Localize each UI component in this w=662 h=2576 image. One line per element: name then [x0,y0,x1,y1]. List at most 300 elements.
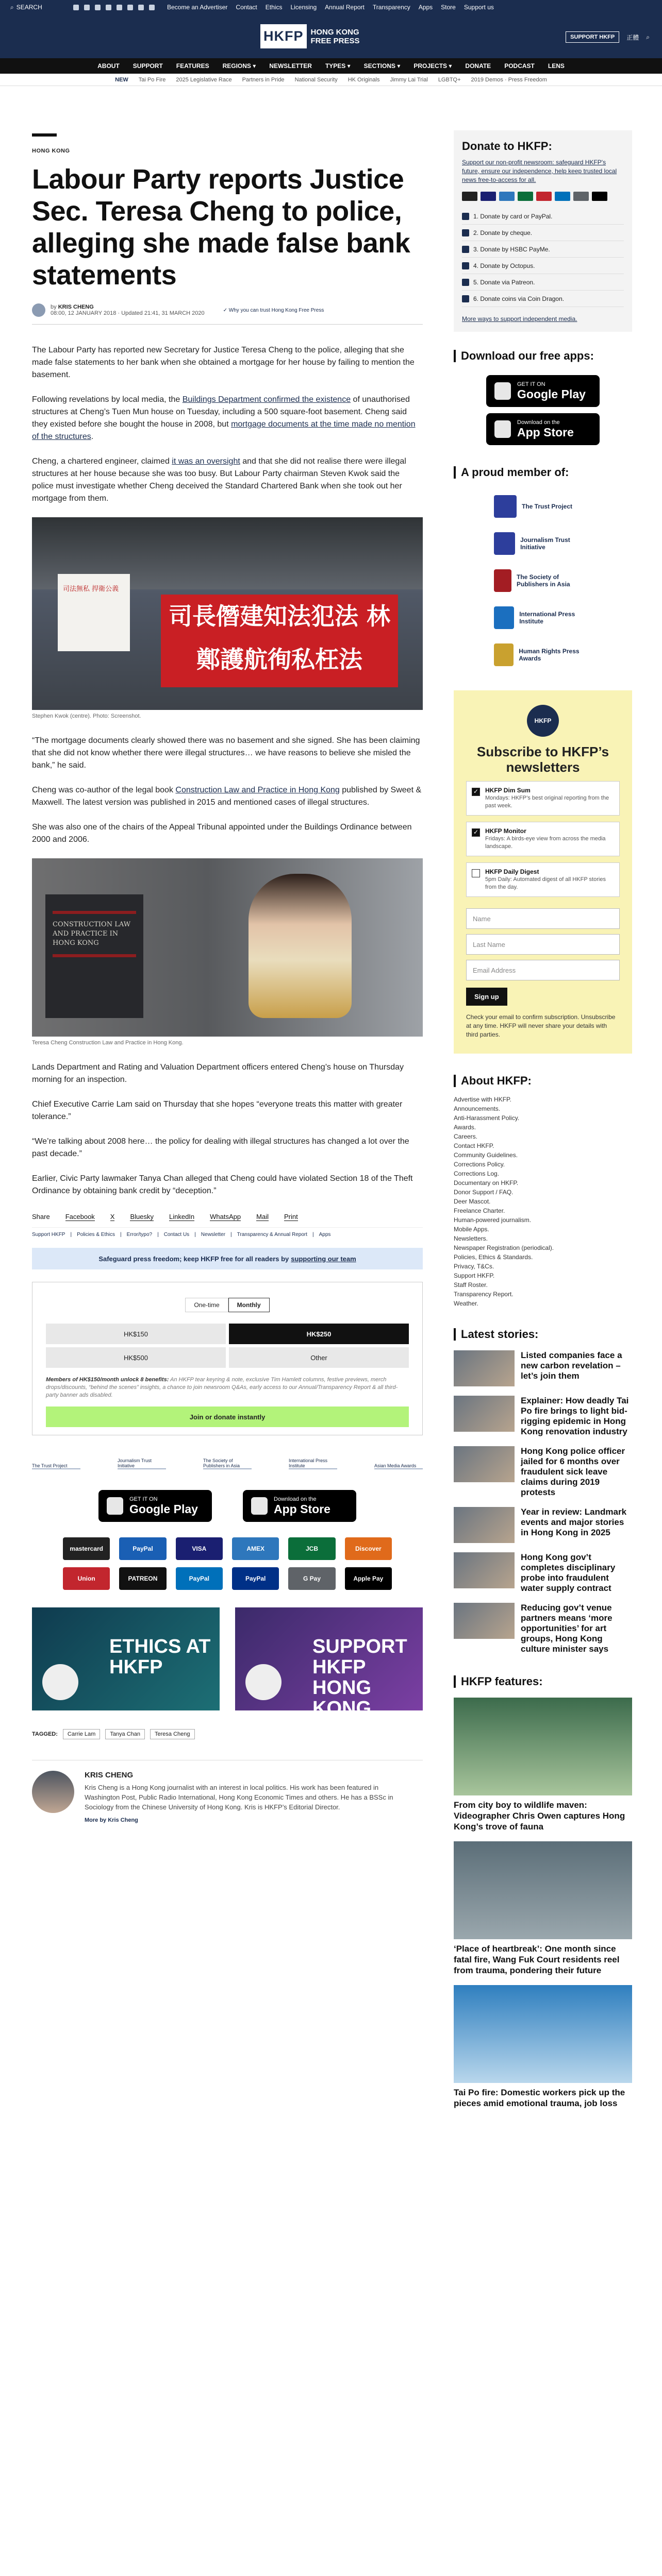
latest-stories [454,1350,632,1654]
app-store-button[interactable] [243,1490,356,1522]
about-link[interactable]: Human-powered journalism. [454,1216,532,1224]
footer-link[interactable]: Contact Us [163,1232,190,1238]
byline-divider [32,324,423,325]
share-facebook[interactable]: Facebook [65,1213,95,1221]
sidebar-heading: About HKFP: [461,1074,532,1087]
member-label: The Trust Project [522,503,573,510]
nav-item[interactable]: ABOUT [97,62,120,70]
top-link[interactable]: Transparency [372,4,410,11]
nav-item[interactable]: SECTIONS ▾ [363,62,401,70]
about-link[interactable]: Privacy, T&Cs. [454,1263,494,1270]
apple-icon [251,1497,268,1515]
subnav-item[interactable]: National Security [294,76,338,83]
amount-option-selected[interactable]: HK$250 [229,1324,409,1344]
photo-caption: Stephen Kwok (centre). Photo: Screenshot. [32,713,141,719]
support-team-link[interactable]: supporting our team [291,1255,356,1263]
feature-title: ‘Place of heartbreak’: One month since fatal fire, Wang Fuk Court residents reel from trauma, pondering their future [454,1944,620,1975]
paragraph [32,784,423,809]
tagged-label: TAGGED: [32,1731,58,1737]
paypal-icon [555,192,570,201]
masthead [0,14,662,58]
about-link[interactable]: Documentary on HKFP. [454,1179,519,1187]
amount-option[interactable]: HK$150 [46,1324,226,1344]
story-thumb [454,1396,515,1432]
newsletter-name: HKFP Daily Digest [485,868,539,875]
article-date: 08:00, 12 JANUARY 2018 [51,310,117,316]
text: published by Sweet & Maxwell. The latest version was published in 2015 and mentioned cases of illegal structures. [32,786,422,807]
about-link[interactable]: Anti-Harassment Policy. [454,1114,520,1122]
photo-sign: 司法無私 捍衛公義 [58,574,130,651]
about-link[interactable]: Corrections Log. [454,1170,500,1177]
latest-item[interactable] [454,1552,632,1594]
sidebar-heading: Latest stories: [461,1328,539,1341]
newsletter-title: Subscribe to HKFP’s newsletters [476,744,609,775]
paragraph: The Labour Party has reported new Secretary for Justice Teresa Cheng to the police, alleging that she made false statements to her bank when she obtained a mortgage for her house by failing to mention the basement. [32,346,415,379]
sidebar-heading: A proud member of: [461,466,569,479]
newsletter-option[interactable] [466,781,620,816]
search-icon[interactable]: ⌕ [646,33,650,41]
card-logo: mastercard [63,1537,110,1560]
card-logo: PayPal [176,1567,223,1590]
google-play-button[interactable] [486,375,600,407]
text: Cheng was co-author of the legal book [32,786,176,794]
unionpay-icon [536,192,552,201]
title-rule [32,133,57,137]
top-search[interactable] [10,4,67,11]
threads-icon[interactable] [106,5,111,10]
card-logo: Union [63,1567,110,1590]
footer-link[interactable]: Policies & Ethics [77,1232,115,1238]
about-link[interactable]: Weather. [454,1300,478,1307]
donate-note-bold: Members of HK$150/month unlock 8 benefits: [46,1377,169,1383]
site-logo[interactable] [260,24,360,48]
pf-text: Safeguard press freedom; keep HKFP free for all readers by [98,1255,289,1263]
paragraph: Lands Department and Rating and Valuation Department officers entered Cheng’s house on Thursday morning for an inspection. [32,1063,404,1084]
amount-option[interactable]: Other [229,1347,409,1368]
top-search-label: SEARCH [16,4,42,11]
card-logo: Discover [345,1537,392,1560]
member-label: International Press Institute [519,611,575,625]
sidebar [454,86,632,2109]
donate-option-label: 5. Donate via Patreon. [473,278,535,286]
subnav-item[interactable]: HK Originals [347,76,380,83]
about-link[interactable]: Donor Support / FAQ. [454,1189,514,1196]
story-title: Year in review: Landmark events and major stories in Hong Kong in 2025 [521,1507,627,1537]
feature-thumb [454,1985,632,2083]
donate-note [46,1376,409,1399]
donate-intro[interactable]: Support our non-profit newsroom: safeguard HKFP's future, ensure our independence, help keep trusted local news free-to-access for all. [462,159,617,183]
newsletter-name: HKFP Monitor [485,827,526,835]
article-title: Labour Party reports Justice Sec. Teresa Cheng to police, alleging she made false bank statements [32,164,410,291]
subnav-item[interactable]: Tai Po Fire [138,76,166,83]
donate-option[interactable] [462,274,624,291]
x-icon[interactable] [73,5,79,10]
name-input[interactable]: Name [466,908,620,929]
paragraph: “The mortgage documents clearly showed there was no basement and she signed. She has been claiming that she did not know whether there were illegal structures… we have reasons to believe she misled the bank,” he said. [32,736,420,770]
footer-link[interactable]: Transparency & Annual Report [237,1232,308,1238]
card-icon [462,213,469,220]
newsletter-badge: HKFP [527,705,559,737]
top-link[interactable]: Support us [464,4,494,11]
donate-option[interactable] [462,208,624,225]
new-label: NEW [115,76,128,83]
author-name[interactable]: KRIS CHENG [85,1771,134,1780]
top-links [167,4,494,11]
nav-item[interactable]: REGIONS ▾ [222,62,256,70]
story-title: Explainer: How deadly Tai Po fire brings to light bid-rigging epidemic in Hong Kong renovation industry [521,1396,629,1436]
feature-item[interactable] [454,1698,632,1832]
about-link[interactable]: Community Guidelines. [454,1151,518,1159]
book-stripe [53,911,136,914]
tag[interactable]: Tanya Chan [105,1729,145,1739]
member-logo[interactable] [494,643,592,667]
byline: by KRIS CHENG 08:00, 12 JANUARY 2018 · Updated 21:41, 31 MARCH 2020 ✓ Why you can trust Hong Kong Free Press [32,303,423,317]
applepay-icon [592,192,607,201]
youtube-icon[interactable] [117,5,122,10]
member-label: Journalism Trust Initiative [520,536,570,551]
inline-link[interactable]: Construction Law and Practice in Hong Kong [175,786,340,794]
top-link[interactable]: Contact [236,4,257,11]
latest-item[interactable] [454,1396,632,1437]
tab-one-time[interactable]: One-time [185,1298,228,1312]
subnav-item[interactable]: 2025 Legislative Race [176,76,232,83]
paragraph [32,455,423,505]
nav-item[interactable]: PROJECTS ▾ [413,62,452,70]
store-small: Download on the [517,419,560,426]
jti-icon [494,532,515,555]
article-category[interactable]: HONG KONG [32,148,70,154]
card-logo: JCB [288,1537,335,1560]
partner-logos [32,1455,423,1469]
donate-option[interactable] [462,225,624,241]
about-link[interactable]: Awards. [454,1124,476,1131]
article-updated: Updated 21:41, 31 MARCH 2020 [121,310,205,316]
story-thumb [454,1446,515,1482]
tab-monthly[interactable]: Monthly [228,1298,270,1312]
about-list [454,1095,632,1308]
join-donate-button[interactable]: Join or donate instantly [46,1406,409,1427]
sub-nav [0,74,662,86]
story-title: Reducing gov’t venue partners means ‘more opportunities’ for art groups, Hong Kong culture minister says [521,1603,613,1654]
nav-item[interactable]: FEATURES [176,62,209,70]
payment-icons [462,192,624,201]
promo-badge [42,1664,78,1700]
sopa-icon [494,569,511,592]
top-link[interactable]: Become an Advertiser [167,4,228,11]
email-input[interactable]: Email Address [466,960,620,980]
member-logo[interactable] [494,495,592,518]
feature-title: Tai Po fire: Domestic workers pick up the pieces amid emotional trauma, job loss [454,2088,625,2108]
text: of unauthorised structures at Cheng’s Tuen Mun house on Tuesday, including a 500 square-foot basement. Cheng said they existed before she bought the house in 2008, but [32,395,410,429]
donate-option-label: 2. Donate by cheque. [473,229,533,236]
apple-icon [494,420,511,438]
partner-logo[interactable]: Asian Media Awards [374,1455,423,1469]
partner-logo[interactable]: Journalism Trust Initiative [118,1455,166,1469]
logo-text [311,28,360,45]
share-whatsapp[interactable]: WhatsApp [210,1213,241,1221]
donate-option-label: 4. Donate by Octopus. [473,262,535,269]
top-link[interactable]: Licensing [290,4,317,11]
facebook-icon[interactable] [84,5,90,10]
apps-heading-row [454,349,632,363]
about-link[interactable]: Staff Roster. [454,1281,488,1289]
card-logo: PATREON [119,1567,166,1590]
signup-button[interactable]: Sign up [466,988,507,1006]
donate-option[interactable] [462,241,624,258]
inline-link[interactable]: it was an oversight [172,457,240,466]
logo-box: HKFP [260,24,307,48]
paragraph: “We’re talking about 2008 here… the policy for dealing with illegal structures has changed a lot over the past decade.” [32,1137,409,1158]
newsletter-option[interactable] [466,822,620,856]
store-small: Download on the [274,1496,317,1502]
about-heading-row [454,1074,632,1088]
checkbox[interactable] [472,869,480,877]
store-name: App Store [517,425,574,439]
newsletter-desc: Fridays: A birds-eye view from across the media landscape. [485,836,606,850]
nav-item[interactable]: TYPES ▾ [325,62,351,70]
member-label: The Society of Publishers in Asia [517,573,570,588]
nav-item[interactable]: LENS [548,62,565,70]
promo-title: SUPPORT HKFP HONG KONG PRESS [312,1636,407,1740]
about-link[interactable]: Support HKFP. [454,1272,495,1279]
footer-link[interactable]: Support HKFP [32,1232,65,1238]
latest-heading-row [454,1328,632,1341]
article-photo-1 [32,517,423,710]
about-link[interactable]: Contact HKFP. [454,1142,494,1149]
donate-note-text: An HKFP tear keyring & note, exclusive Tim Hamlett columns, festive previews, merch drops/discounts, “behind the scenes” insights, a chance to join newsroom Q&As, early access to our Annual/Transparency Report & all third-party banner ads disabled. [46,1377,398,1398]
mastercard-icon [462,192,477,201]
award-icon [494,643,514,666]
feature-stories [454,1698,632,2109]
donate-option[interactable] [462,258,624,274]
about-link[interactable]: Newspaper Registration (periodical). [454,1244,554,1251]
store-name: App Store [274,1502,330,1516]
share-x[interactable]: X [110,1213,115,1221]
about-link[interactable]: Announcements. [454,1105,501,1112]
partner-logo[interactable]: The Society of Publishers in Asia [203,1455,252,1469]
last-name-input[interactable]: Last Name [466,934,620,955]
subnav-item[interactable]: Jimmy Lai Trial [390,76,428,83]
donate-option-label: 1. Donate by card or PayPal. [473,212,553,220]
about-link[interactable]: Advertise with HKFP. [454,1096,511,1103]
subnav-item[interactable]: Partners in Pride [242,76,285,83]
story-title: Listed companies face a new carbon revelation – let’s join them [521,1350,622,1381]
paragraph: She was also one of the chairs of the Appeal Tribunal appointed under the Buildings Ordinance between 2000 and 2006. [32,823,412,844]
trust-project-icon [494,495,517,518]
trust-link[interactable]: ✓ Why you can trust Hong Kong Free Press [223,307,324,313]
inline-link[interactable]: Buildings Department confirmed the existence [182,395,351,404]
photo-banner: 司長僭建知法犯法 林鄭護航徇私枉法 [161,595,398,687]
paragraph [32,394,423,443]
donate-option[interactable] [462,291,624,307]
about-link[interactable]: Newsletters. [454,1235,488,1242]
sidebar-app-links [454,375,632,445]
author-bio: Kris Cheng is a Hong Kong journalist with an interest in local politics. His work has been featured in Washington Post, Public Radio International, Hong Kong Economic Times and others. He has a BSSc in Sociology from the Chinese University of Hong Kong. Kris is HKFP’s Editorial Director. [85,1784,393,1811]
checkbox-checked[interactable] [472,828,480,837]
amount-option[interactable]: HK$500 [46,1347,226,1368]
logo-line1: HONG KONG [310,27,359,37]
top-link[interactable]: Annual Report [325,4,365,11]
article-footer-links: Support HKFP | Policies & Ethics | Error/typo? | Contact Us | Newsletter | Transparency & Annual Report | Apps [32,1227,423,1238]
feature-thumb [454,1698,632,1795]
about-link[interactable]: Deer Mascot. [454,1198,491,1205]
feature-item[interactable] [454,1985,632,2109]
story-thumb [454,1603,515,1639]
paragraph: Earlier, Civic Party lawmaker Tanya Chan alleged that Cheng could have violated Section 18 of the Theft Ordinance by obtaining bank credit by “deception.” [32,1174,413,1195]
about-link[interactable]: Freelance Charter. [454,1207,505,1214]
share-bluesky[interactable]: Bluesky [130,1213,154,1221]
store-small: GET IT ON [517,381,545,387]
story-thumb [454,1552,515,1588]
social-icons [73,5,155,10]
story-title: Hong Kong police officer jailed for 6 months over fraudulent sick leave claims during 2019 protests [521,1446,625,1497]
main-nav [0,58,662,74]
donate-tabs [46,1298,409,1312]
about-link[interactable]: Careers. [454,1133,478,1140]
photo-caption: Teresa Cheng Construction Law and Practice in Hong Kong. [32,1040,184,1046]
sidebar-heading: HKFP features: [461,1675,543,1688]
jcb-icon [518,192,533,201]
visa-icon [481,192,496,201]
sidebar-heading: Download our free apps: [461,349,594,362]
patreon-icon [462,279,469,286]
text: Cheng, a chartered engineer, claimed [32,457,172,466]
octopus-icon [462,262,469,269]
footer-link[interactable]: Error/typo? [126,1232,153,1238]
author-link[interactable]: KRIS CHENG [58,304,94,310]
latest-item[interactable] [454,1446,632,1498]
article [32,86,423,1823]
google-play-button[interactable] [98,1490,212,1522]
nav-item[interactable]: SUPPORT [133,62,163,70]
member-logo[interactable] [494,569,592,592]
search-icon: ⌕ [10,3,14,11]
rss-icon[interactable] [149,5,155,10]
telegram-icon[interactable] [138,5,144,10]
photo-portrait [249,874,352,1018]
author-more-link[interactable]: More by Kris Cheng [85,1817,138,1823]
member-logos [454,495,632,667]
promo-ethics[interactable] [32,1607,220,1710]
nav-item[interactable]: PODCAST [504,62,535,70]
story-title: Hong Kong gov’t completes disciplinary probe into fraudulent water supply contract [521,1552,616,1593]
book-stripe [53,954,136,957]
share-mail[interactable]: Mail [256,1213,269,1221]
latest-item[interactable] [454,1507,632,1543]
coin-icon [462,295,469,302]
about-link[interactable]: Transparency Report. [454,1291,514,1298]
top-link[interactable]: Apps [418,4,433,11]
book-cover [45,894,143,1018]
top-link[interactable]: Store [441,4,456,11]
subnav-item[interactable]: 2019 Demos · Press Freedom [471,76,547,83]
about-link[interactable]: Corrections Policy. [454,1161,505,1168]
chinese-version-link[interactable]: 正體 [626,33,639,41]
paragraph: Chief Executive Carrie Lam said on Thursday that she hopes “everyone treats this matter with greater tolerance.” [32,1100,403,1121]
share-linkedin[interactable]: LinkedIn [169,1213,195,1221]
feature-title: From city boy to wildlife maven: Videographer Chris Owen captures Hong Kong’s trove of fauna [454,1800,625,1832]
more-ways-link[interactable]: More ways to support independent media. [462,315,577,323]
member-label: Human Rights Press Awards [519,648,580,662]
gpay-icon [573,192,589,201]
ipi-icon [494,606,514,629]
nav-item[interactable]: DONATE [465,62,491,70]
byline-prefix: by [51,304,57,310]
google-play-icon [494,382,511,400]
latest-item[interactable] [454,1603,632,1654]
article-app-links [32,1490,423,1522]
avatar [32,303,45,317]
footer-link[interactable]: Apps [319,1232,331,1238]
linkedin-icon[interactable] [127,5,133,10]
story-thumb [454,1350,515,1386]
instagram-icon[interactable] [95,5,101,10]
logo-line2: FREE PRESS [310,36,360,45]
app-store-button[interactable] [486,413,600,445]
newsletter-box [454,690,632,1054]
sidebar-donate [454,130,632,332]
google-play-icon [107,1497,123,1515]
member-logo[interactable] [494,606,592,630]
book-title: CONSTRUCTION LAW AND PRACTICE IN HONG KONG [53,921,131,947]
text: . [91,432,94,441]
author-photo [32,1771,74,1813]
partner-logo[interactable]: The Trust Project [32,1455,80,1469]
press-freedom-banner [32,1248,423,1269]
donate-option-label: 3. Donate by HSBC PayMe. [473,245,550,253]
member-logo[interactable] [494,532,592,555]
donate-widget [32,1282,423,1435]
footer-link[interactable]: Newsletter [201,1232,226,1238]
card-logo: PayPal [119,1537,166,1560]
partner-logo[interactable]: International Press Institute [289,1455,337,1469]
promo-support[interactable] [235,1607,423,1740]
tag[interactable]: Carrie Lam [63,1729,100,1739]
member-heading-row [454,466,632,479]
about-link[interactable]: Policies, Ethics & Standards. [454,1253,533,1261]
nav-item[interactable]: NEWSLETTER [269,62,312,70]
latest-item[interactable] [454,1350,632,1386]
payme-icon [462,246,469,253]
top-link[interactable]: Ethics [265,4,283,11]
story-thumb [454,1507,515,1543]
text: and that she did not realise there were illegal structures at her house because she was too busy. But Labour Party chairman Steven Kwok said the police must investigate whether Cheng deceived the Standard Chartered Bank when she took out her mortgage from them. [32,457,406,503]
share-print[interactable]: Print [284,1213,298,1221]
support-hkfp-button[interactable]: SUPPORT HKFP [566,31,619,43]
store-name: Google Play [517,387,586,401]
newsletter-option[interactable] [466,862,620,897]
share-label: Share [32,1213,50,1221]
trust-label: Why you can trust Hong Kong Free Press [228,307,324,313]
feature-thumb [454,1841,632,1939]
tag[interactable]: Teresa Cheng [150,1729,195,1739]
checkbox-checked[interactable] [472,788,480,796]
store-small: GET IT ON [129,1496,158,1502]
card-logo: AMEX [232,1537,279,1560]
newsletter-name: HKFP Dim Sum [485,787,531,794]
feature-item[interactable] [454,1841,632,1976]
card-logo: PayPal [232,1567,279,1590]
cheque-icon [462,229,469,236]
share-bar [32,1213,423,1221]
amex-icon [499,192,515,201]
masthead-actions [566,31,650,43]
subnav-item[interactable]: LGBTQ+ [438,76,461,83]
author-box [32,1760,423,1823]
about-link[interactable]: Mobile Apps. [454,1226,489,1233]
text: Following revelations by local media, the [32,395,183,404]
inline-link[interactable]: mortgage documents at the time made no mention of the structures [32,420,416,441]
